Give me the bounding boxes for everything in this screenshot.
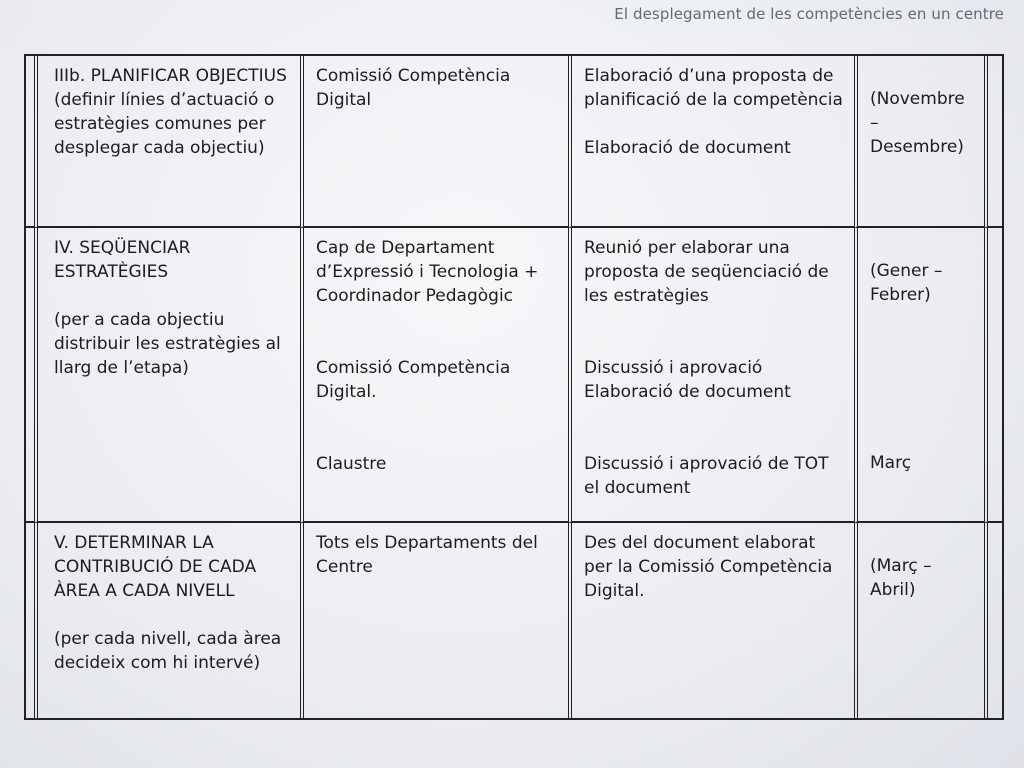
phase-description: (per cada nivell, cada àrea decideix com hi intervé) <box>54 629 282 673</box>
phase-description: (per a cada objectiu distribuir les estratègies al llarg de l’etapa) <box>54 310 281 378</box>
timing-text: (Març – Abril) <box>870 556 932 600</box>
row-margin-right <box>984 56 1002 228</box>
phase-title: IIIb. PLANIFICAR OBJECTIUS <box>54 66 287 86</box>
phase-cell <box>34 228 300 523</box>
table-row <box>26 228 1002 523</box>
action-text: Elaboració d’una proposta de planificació de la competència <box>584 66 843 110</box>
responsible-text: Claustre <box>316 454 387 474</box>
responsible-text: Tots els Departaments del Centre <box>316 533 538 577</box>
actions-cell <box>568 228 854 523</box>
timing-text: Març <box>870 453 912 473</box>
action-text: Discussió i aprovació de TOT el document <box>584 454 829 498</box>
responsible-text: Cap de Departament d’Expressió i Tecnologia + Coordinador Pedagògic <box>316 238 539 306</box>
action-text: Discussió i aprovació Elaboració de document <box>584 358 791 402</box>
responsible-cell <box>300 523 568 718</box>
table-row <box>26 523 1002 718</box>
actions-cell <box>568 56 854 228</box>
timing-cell <box>854 228 984 523</box>
phase-cell <box>34 56 300 228</box>
responsible-cell <box>300 228 568 523</box>
table-row <box>26 56 1002 228</box>
timing-text: (Novembre – Desembre) <box>870 89 965 157</box>
phase-description: (definir línies d’actuació o estratègies comunes per desplegar cada objectiu) <box>54 90 275 158</box>
actions-cell <box>568 523 854 718</box>
phase-cell <box>34 523 300 718</box>
responsible-cell <box>300 56 568 228</box>
row-margin-left <box>26 523 34 718</box>
timing-text: (Gener – Febrer) <box>870 261 943 305</box>
phase-title: IV. SEQÜENCIAR ESTRATÈGIES <box>54 238 191 282</box>
action-text: Elaboració de document <box>584 138 791 158</box>
responsible-text: Comissió Competència Digital <box>316 66 511 110</box>
planning-table <box>24 54 1004 720</box>
slide-header-title: El desplegament de les competències en un centre <box>614 5 1004 23</box>
responsible-text: Comissió Competència Digital. <box>316 358 511 402</box>
row-margin-left <box>26 56 34 228</box>
row-margin-right <box>984 523 1002 718</box>
row-margin-left <box>26 228 34 523</box>
phase-title: V. DETERMINAR LA CONTRIBUCIÓ DE CADA ÀREA A CADA NIVELL <box>54 533 257 601</box>
timing-cell <box>854 56 984 228</box>
timing-cell <box>854 523 984 718</box>
action-text: Des del document elaborat per la Comissió Competència Digital. <box>584 533 833 601</box>
action-text: Reunió per elaborar una proposta de seqüenciació de les estratègies <box>584 238 829 306</box>
row-margin-right <box>984 228 1002 523</box>
